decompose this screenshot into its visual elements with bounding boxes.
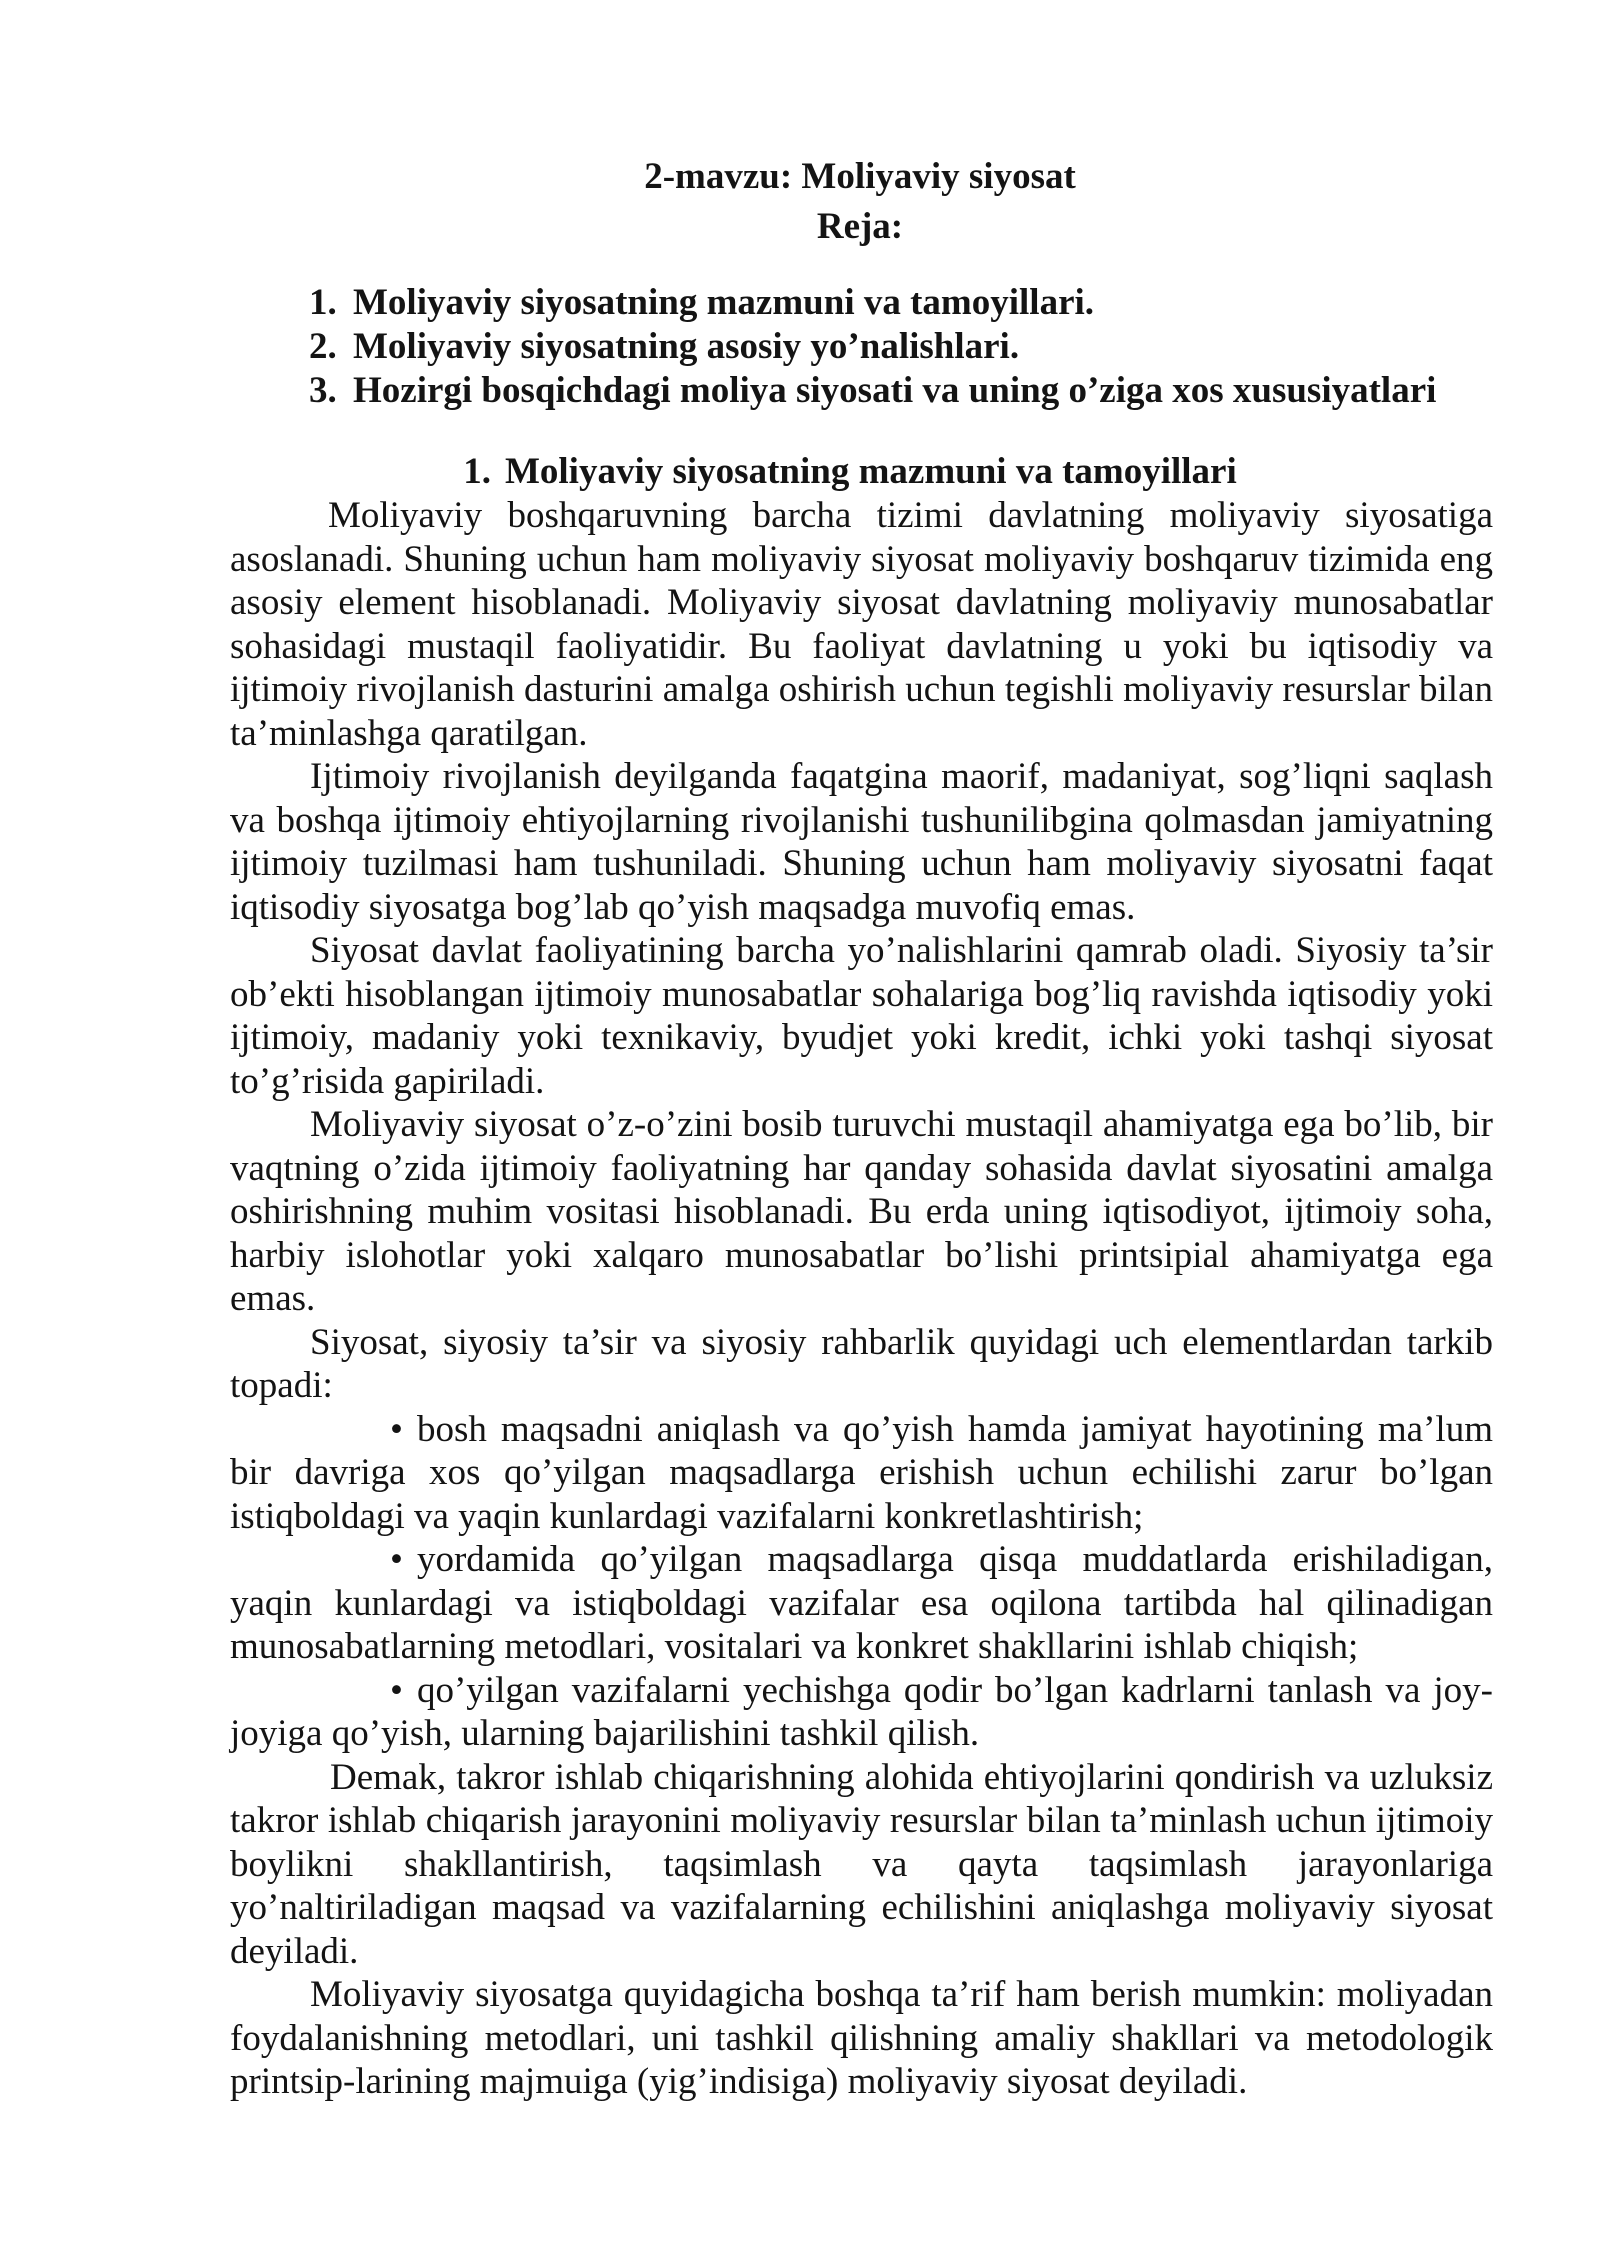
section-heading bbox=[0, 450, 1600, 494]
plan-item bbox=[309, 281, 1509, 325]
bullet-icon: • bbox=[390, 1539, 403, 1580]
paragraph: Moliyaviy siyosatga quyidagicha boshqa ta’rif ham berish mumkin: moliyadan foydalanishning metodlari, uni tashkil qilishning amaliy shakllari va metodologik printsip-larining majmuiga (yig’indisiga) moliyaviy siyosat deyiladi. bbox=[230, 1974, 1493, 2102]
bullet-icon: • bbox=[390, 1669, 403, 1711]
plan-item bbox=[309, 325, 1509, 369]
section-heading-text: Moliyaviy siyosatning mazmuni va tamoyillari bbox=[504, 451, 1237, 492]
plan-item bbox=[309, 369, 1509, 413]
paragraph: Siyosat, siyosiy ta’sir va siyosiy rahbarlik quyidagi uch elementlardan tarkib topadi: bbox=[230, 1321, 1493, 1406]
paragraph: Moliyaviy siyosat o’z-o’zini bosib turuvchi mustaqil ahamiyatga ega bo’lib, bir vaqtning o’zida ijtimoiy faoliyatning har qanday sohasida davlat siyosatini amalga oshirishning muhim vositasi hisoblanadi. Bu erda uning iqtisodiyot, ijtimoiy soha, harbiy islohotlar yoki xalqaro munosabatlar bo’lishi printsipial ahamiyatga ega emas. bbox=[230, 1104, 1493, 1319]
bullet-text: bosh maqsadni aniqlash va qo’yish hamda jamiyat hayotining ma’lum bir davriga xos qo’yilgan maqsadlarga erishish uchun echilishi zarur bo’lgan istiqboldagi va yaqin kunlardagi vazifalarni konkretlashtirish; bbox=[230, 1408, 1493, 1537]
bullet-icon: • bbox=[390, 1408, 403, 1450]
bullet-text: qo’yilgan vazifalarni yechishga qodir bo’lgan kadrlarni tanlash va joy-joyiga qo’yish, ularning bajarilishini tashkil qilish. bbox=[230, 1669, 1493, 1754]
bullet-item bbox=[230, 1538, 1493, 1669]
document-title: 2-mavzu: Moliyaviy siyosat bbox=[644, 156, 1076, 197]
bullet-item bbox=[230, 1408, 1493, 1539]
paragraph: Siyosat davlat faoliyatining barcha yo’nalishlarini qamrab oladi. Siyosiy ta’sir ob’ekti hisoblangan ijtimoiy munosabatlar sohalariga bog’liq ravishda iqtisodiy yoki ijtimoiy, madaniy yoki texnikaviy, byudjet yoki kredit, ichki yoki tashqi siyosat to’g’risida gapiriladi. bbox=[230, 930, 1493, 1102]
plan-item-number: 3. bbox=[309, 370, 337, 411]
plan-item-text: Moliyaviy siyosatning mazmuni va tamoyillari. bbox=[353, 282, 1095, 323]
plan-item-number: 2. bbox=[309, 326, 337, 367]
plan-list bbox=[309, 281, 1509, 413]
plan-item-text: Moliyaviy siyosatning asosiy yo’nalishlari. bbox=[353, 326, 1020, 367]
section-number: 1. bbox=[463, 451, 491, 492]
bullet-text: yordamida qo’yilgan maqsadlarga qisqa muddatlarda erishiladigan, yaqin kunlardagi va istiqboldagi vazifalar esa oqilona tartibda hal qilinadigan munosabatlarning metodlari, vositalari va konkret shakllarini ishlab chiqish; bbox=[230, 1539, 1493, 1667]
paragraph: Moliyaviy boshqaruvning barcha tizimi davlatning moliyaviy siyosatiga asoslanadi. Shuning uchun ham moliyaviy siyosat moliyaviy boshqaruv tizimida eng asosiy element hisoblanadi. Moliyaviy siyosat davlatning moliyaviy munosabatlar sohasidagi mustaqil faoliyatidir. Bu faoliyat davlatning u yoki bu iqtisodiy va ijtimoiy rivojlanish dasturini amalga oshirish uchun tegishli moliyaviy resurslar bilan ta’minlashga qaratilgan. bbox=[230, 495, 1493, 754]
document-subtitle: Reja: bbox=[816, 206, 904, 247]
body-text bbox=[230, 494, 1493, 2104]
title-block bbox=[0, 152, 1600, 252]
paragraph: Demak, takror ishlab chiqarishning alohida ehtiyojlarini qondirish va uzluksiz takror ishlab chiqarish jarayonini moliyaviy resurslar bilan ta’minlash uchun ijtimoiy boylikni shakllantirish, taqsimlash va qayta taqsimlash jarayonlariga yo’naltiriladigan maqsad va vazifalarning echilishini aniqlashga moliyaviy siyosat deyiladi. bbox=[230, 1756, 1493, 1972]
bullet-item bbox=[230, 1669, 1493, 1756]
plan-item-number: 1. bbox=[309, 282, 337, 323]
plan-item-text: Hozirgi bosqichdagi moliya siyosati va uning o’ziga xos xususiyatlari bbox=[353, 370, 1437, 411]
paragraph: Ijtimoiy rivojlanish deyilganda faqatgina maorif, madaniyat, sog’liqni saqlash va boshqa ijtimoiy ehtiyojlarning rivojlanishi tushunilibgina qolmasdan jamiyatning ijtimoiy tuzilmasi ham tushuniladi. Shuning uchun ham moliyaviy siyosatni faqat iqtisodiy siyosatga bog’lab qo’yish maqsadga muvofiq emas. bbox=[230, 756, 1493, 928]
